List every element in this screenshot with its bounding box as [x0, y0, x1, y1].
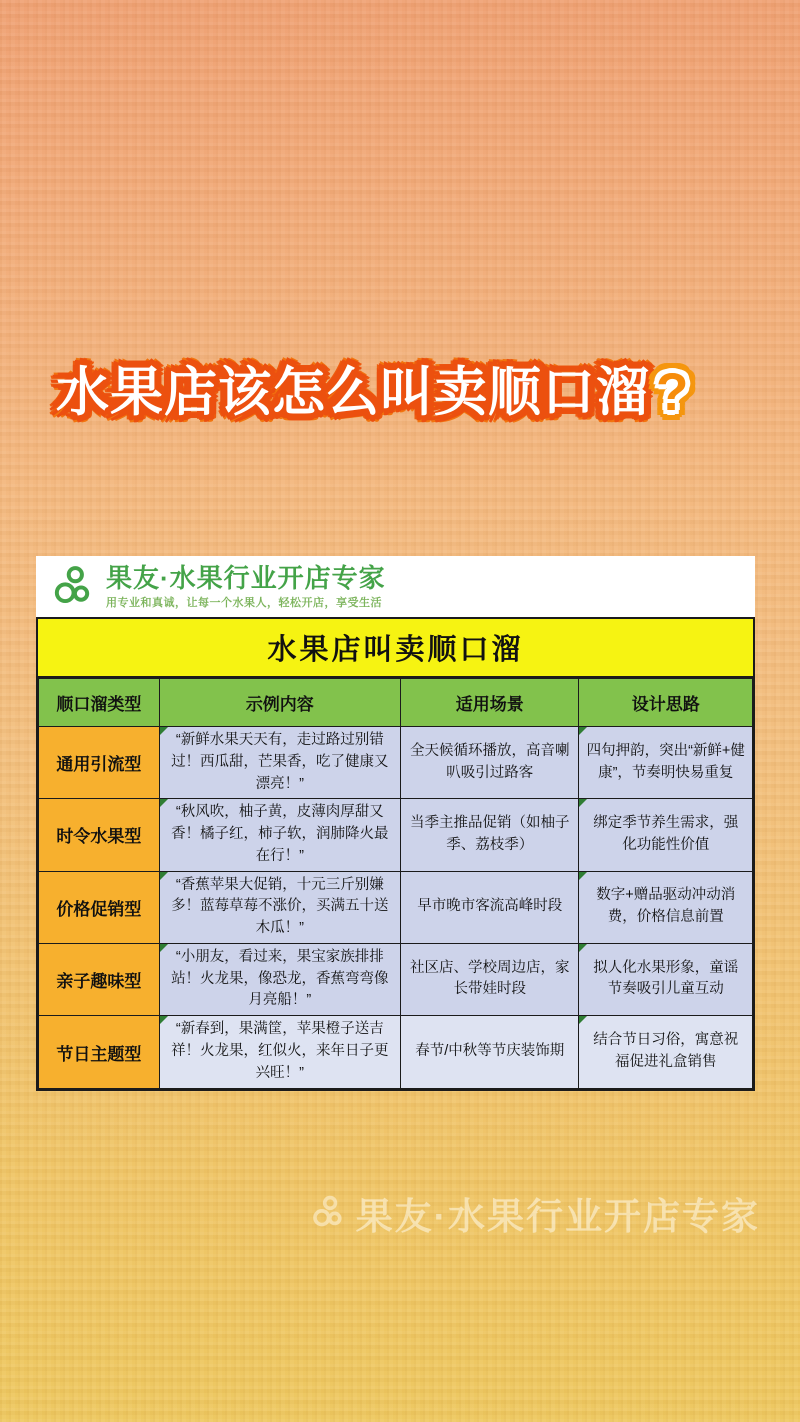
header-design: 设计思路 — [579, 679, 753, 727]
row-scene: 早市晚市客流高峰时段 — [400, 871, 579, 943]
page-title — [56, 350, 689, 426]
watermark-text: 果友·水果行业开店专家 — [355, 1196, 760, 1237]
row-type: 节日主题型 — [39, 1016, 160, 1089]
header-example: 示例内容 — [159, 679, 400, 727]
row-scene: 全天候循环播放，高音喇叭吸引过路客 — [400, 727, 579, 799]
row-design: 拟人化水果形象，童谣节奏吸引儿童互动 — [579, 943, 753, 1015]
table-title-banner: 水果店叫卖顺口溜 — [38, 619, 753, 678]
watermark-logo-icon — [311, 1195, 347, 1231]
page-title-text: 水果店该怎么叫卖顺口溜 — [56, 363, 650, 422]
row-design: 数字+赠品驱动冲动消费，价格信息前置 — [579, 871, 753, 943]
row-type: 亲子趣味型 — [39, 943, 160, 1015]
brand-header — [36, 556, 755, 617]
row-example: “香蕉苹果大促销，十元三斤别嫌多！蓝莓草莓不涨价，买满五十送木瓜！” — [159, 871, 400, 943]
brand-text — [106, 564, 386, 610]
jingle-table — [38, 678, 753, 1089]
row-example: “秋风吹，柚子黄，皮薄肉厚甜又香！橘子红，柿子软，润肺降火最在行！” — [159, 799, 400, 871]
brand-name: 果友·水果行业开店专家 — [106, 562, 386, 593]
table-row — [39, 799, 753, 871]
watermark — [311, 1186, 760, 1240]
row-type: 时令水果型 — [39, 799, 160, 871]
row-example: “小朋友，看过来，果宝家族排排站！火龙果，像恐龙，香蕉弯弯像月亮船！” — [159, 943, 400, 1015]
table-header-row — [39, 679, 753, 727]
row-design: 绑定季节养生需求，强化功能性价值 — [579, 799, 753, 871]
row-design: 四句押韵，突出“新鲜+健康”，节奏明快易重复 — [579, 727, 753, 799]
table-row — [39, 1016, 753, 1089]
row-example: “新鲜水果天天有，走过路过别错过！西瓜甜，芒果香，吃了健康又漂亮！” — [159, 727, 400, 799]
row-type: 通用引流型 — [39, 727, 160, 799]
row-example: “新春到，果满筐，苹果橙子送吉祥！火龙果，红似火，来年日子更兴旺！” — [159, 1016, 400, 1089]
row-scene: 当季主推品促销（如柚子季、荔枝季） — [400, 799, 579, 871]
fruit-infinity-logo-icon — [52, 565, 96, 609]
header-type: 顺口溜类型 — [39, 679, 160, 727]
table-row — [39, 871, 753, 943]
row-design: 结合节日习俗，寓意祝福促进礼盒销售 — [579, 1016, 753, 1089]
jingle-table-wrap — [36, 617, 755, 1091]
row-type: 价格促销型 — [39, 871, 160, 943]
content-card — [36, 556, 755, 1091]
brand-tagline: 用专业和真诚，让每一个水果人，轻松开店，享受生活 — [106, 596, 382, 609]
table-row — [39, 727, 753, 799]
header-scene: 适用场景 — [400, 679, 579, 727]
table-row — [39, 943, 753, 1015]
row-scene: 社区店、学校周边店，家长带娃时段 — [400, 943, 579, 1015]
row-scene: 春节/中秋等节庆装饰期 — [400, 1016, 579, 1089]
question-mark: ? — [656, 363, 690, 422]
